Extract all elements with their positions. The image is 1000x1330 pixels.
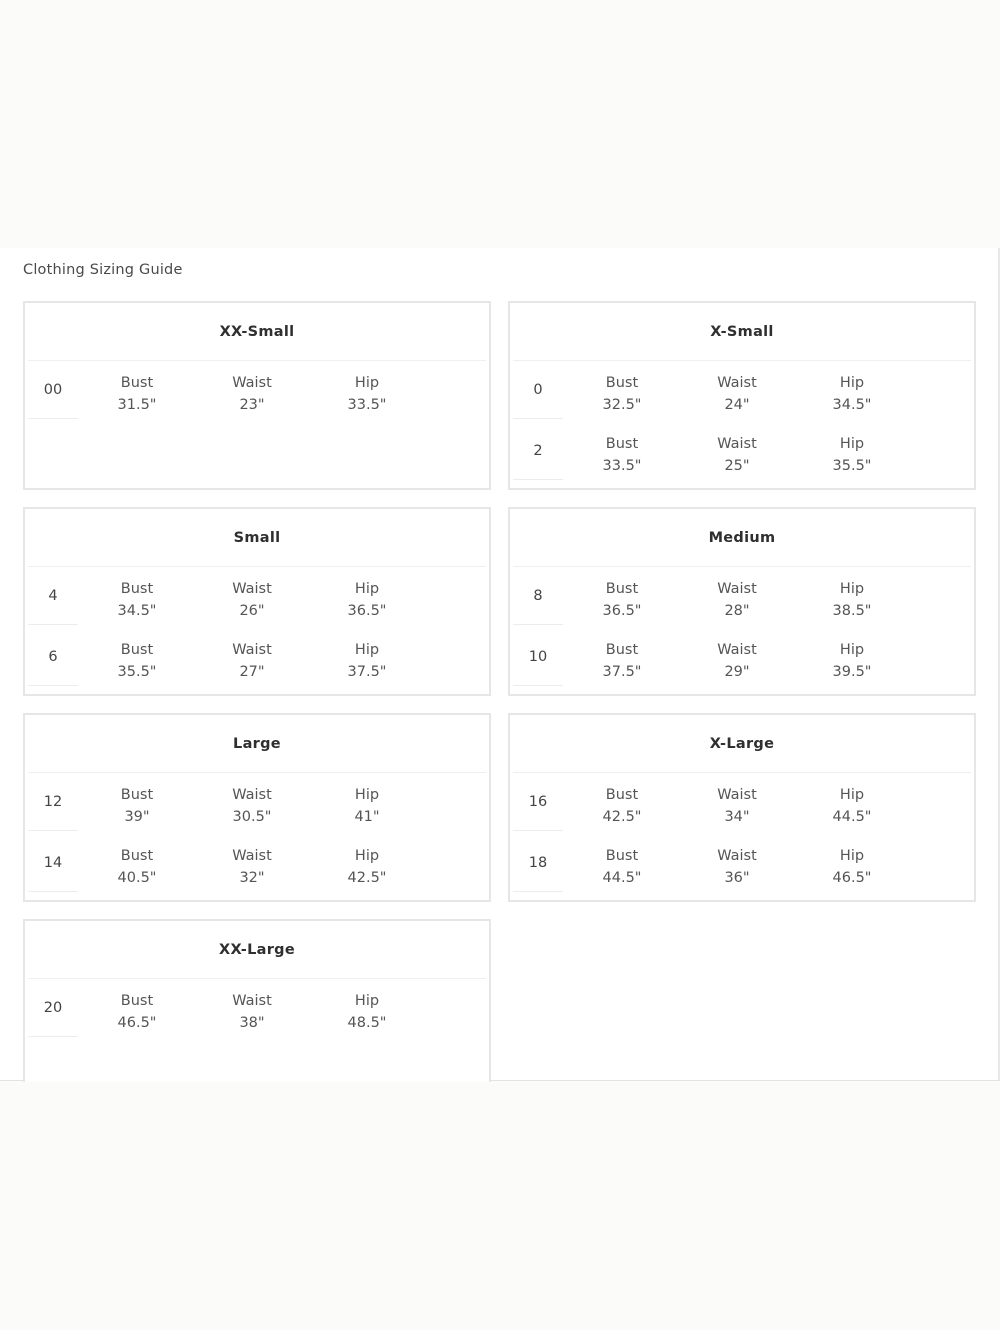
hip-measurement xyxy=(812,372,892,416)
waist-value: 24" xyxy=(724,397,750,413)
waist-label: Waist xyxy=(717,581,757,597)
size-row xyxy=(25,628,489,689)
hip-value: 38.5" xyxy=(832,603,872,619)
waist-measurement xyxy=(697,784,777,828)
bust-label: Bust xyxy=(120,993,154,1009)
hip-measurement xyxy=(812,639,892,683)
bust-label: Bust xyxy=(120,848,154,864)
size-number: 4 xyxy=(28,567,78,625)
size-card-small xyxy=(23,507,491,696)
size-card-xx-small xyxy=(23,301,491,490)
size-row xyxy=(510,361,974,422)
bust-label: Bust xyxy=(120,787,154,803)
hip-value: 35.5" xyxy=(832,458,872,474)
waist-label: Waist xyxy=(232,581,272,597)
waist-value: 34" xyxy=(724,809,750,825)
waist-value: 23" xyxy=(239,397,265,413)
size-card-medium xyxy=(508,507,976,696)
size-card-xx-large xyxy=(23,919,491,1108)
size-row xyxy=(25,361,489,422)
waist-measurement xyxy=(697,578,777,622)
hip-label: Hip xyxy=(354,993,380,1009)
size-row xyxy=(25,979,489,1040)
bust-value: 37.5" xyxy=(602,664,642,680)
waist-label: Waist xyxy=(717,375,757,391)
size-number: 8 xyxy=(513,567,563,625)
hip-measurement xyxy=(812,845,892,889)
size-number: 6 xyxy=(28,628,78,686)
hip-label: Hip xyxy=(839,787,865,803)
waist-label: Waist xyxy=(232,642,272,658)
waist-measurement xyxy=(697,845,777,889)
size-card-large xyxy=(23,713,491,902)
size-number: 20 xyxy=(28,979,78,1037)
size-card-title: Large xyxy=(28,715,486,773)
bust-measurement xyxy=(582,578,662,622)
bust-label: Bust xyxy=(120,642,154,658)
hip-label: Hip xyxy=(839,375,865,391)
size-number: 12 xyxy=(28,773,78,831)
size-number: 0 xyxy=(513,361,563,419)
bust-value: 35.5" xyxy=(117,664,157,680)
hip-value: 42.5" xyxy=(347,870,387,886)
size-card-title: X-Small xyxy=(513,303,971,361)
waist-value: 29" xyxy=(724,664,750,680)
waist-value: 32" xyxy=(239,870,265,886)
waist-measurement xyxy=(212,784,292,828)
bust-label: Bust xyxy=(120,581,154,597)
hip-measurement xyxy=(812,784,892,828)
bust-value: 34.5" xyxy=(117,603,157,619)
waist-measurement xyxy=(697,372,777,416)
bust-label: Bust xyxy=(605,642,639,658)
waist-value: 27" xyxy=(239,664,265,680)
hip-label: Hip xyxy=(839,581,865,597)
background-top xyxy=(0,0,1000,248)
size-row xyxy=(510,567,974,628)
bust-label: Bust xyxy=(605,581,639,597)
size-card-grid xyxy=(23,301,975,1108)
size-row xyxy=(510,628,974,689)
hip-value: 37.5" xyxy=(347,664,387,680)
size-card-title: X-Large xyxy=(513,715,971,773)
size-row xyxy=(510,834,974,895)
size-row xyxy=(25,567,489,628)
waist-measurement xyxy=(212,639,292,683)
bust-measurement xyxy=(582,845,662,889)
bust-value: 36.5" xyxy=(602,603,642,619)
waist-value: 38" xyxy=(239,1015,265,1031)
hip-measurement xyxy=(327,845,407,889)
waist-value: 30.5" xyxy=(232,809,272,825)
background-bottom xyxy=(0,1082,1000,1330)
bust-value: 42.5" xyxy=(602,809,642,825)
hip-label: Hip xyxy=(839,642,865,658)
size-card-title: XX-Small xyxy=(28,303,486,361)
size-row xyxy=(510,773,974,834)
hip-label: Hip xyxy=(354,848,380,864)
bust-value: 46.5" xyxy=(117,1015,157,1031)
waist-label: Waist xyxy=(232,848,272,864)
hip-label: Hip xyxy=(354,581,380,597)
hip-value: 46.5" xyxy=(832,870,872,886)
waist-measurement xyxy=(212,990,292,1034)
bust-value: 33.5" xyxy=(602,458,642,474)
size-number: 00 xyxy=(28,361,78,419)
bust-label: Bust xyxy=(605,436,639,452)
hip-value: 48.5" xyxy=(347,1015,387,1031)
waist-label: Waist xyxy=(232,375,272,391)
size-row xyxy=(25,834,489,895)
bust-value: 44.5" xyxy=(602,870,642,886)
size-card-title: Small xyxy=(28,509,486,567)
waist-value: 26" xyxy=(239,603,265,619)
hip-label: Hip xyxy=(839,848,865,864)
hip-value: 34.5" xyxy=(832,397,872,413)
waist-value: 36" xyxy=(724,870,750,886)
bust-measurement xyxy=(97,784,177,828)
size-number: 18 xyxy=(513,834,563,892)
size-row xyxy=(510,422,974,483)
waist-measurement xyxy=(212,845,292,889)
waist-label: Waist xyxy=(717,787,757,803)
guide-title: Clothing Sizing Guide xyxy=(23,262,183,278)
waist-label: Waist xyxy=(232,787,272,803)
waist-label: Waist xyxy=(717,436,757,452)
waist-measurement xyxy=(697,433,777,477)
bust-label: Bust xyxy=(605,787,639,803)
waist-value: 28" xyxy=(724,603,750,619)
sizing-guide-panel xyxy=(0,248,1000,1081)
bust-measurement xyxy=(97,578,177,622)
hip-measurement xyxy=(327,372,407,416)
bust-value: 31.5" xyxy=(117,397,157,413)
hip-value: 36.5" xyxy=(347,603,387,619)
waist-measurement xyxy=(212,372,292,416)
size-number: 14 xyxy=(28,834,78,892)
bust-measurement xyxy=(582,784,662,828)
bust-label: Bust xyxy=(120,375,154,391)
bust-measurement xyxy=(582,372,662,416)
waist-value: 25" xyxy=(724,458,750,474)
waist-label: Waist xyxy=(717,642,757,658)
hip-label: Hip xyxy=(354,375,380,391)
size-row xyxy=(25,773,489,834)
bust-value: 32.5" xyxy=(602,397,642,413)
bust-measurement xyxy=(97,990,177,1034)
hip-measurement xyxy=(812,578,892,622)
bust-value: 40.5" xyxy=(117,870,157,886)
hip-value: 39.5" xyxy=(832,664,872,680)
hip-value: 44.5" xyxy=(832,809,872,825)
size-card-title: XX-Large xyxy=(28,921,486,979)
bust-measurement xyxy=(97,639,177,683)
size-card-x-large xyxy=(508,713,976,902)
hip-measurement xyxy=(327,990,407,1034)
waist-measurement xyxy=(212,578,292,622)
size-number: 2 xyxy=(513,422,563,480)
hip-label: Hip xyxy=(354,642,380,658)
hip-measurement xyxy=(327,578,407,622)
waist-measurement xyxy=(697,639,777,683)
hip-measurement xyxy=(812,433,892,477)
bust-label: Bust xyxy=(605,375,639,391)
bust-measurement xyxy=(97,845,177,889)
hip-measurement xyxy=(327,639,407,683)
waist-label: Waist xyxy=(717,848,757,864)
bust-measurement xyxy=(582,433,662,477)
size-number: 10 xyxy=(513,628,563,686)
bust-value: 39" xyxy=(124,809,150,825)
hip-value: 41" xyxy=(354,809,380,825)
hip-label: Hip xyxy=(354,787,380,803)
bust-measurement xyxy=(97,372,177,416)
hip-value: 33.5" xyxy=(347,397,387,413)
waist-label: Waist xyxy=(232,993,272,1009)
hip-label: Hip xyxy=(839,436,865,452)
size-card-title: Medium xyxy=(513,509,971,567)
hip-measurement xyxy=(327,784,407,828)
size-number: 16 xyxy=(513,773,563,831)
size-card-x-small xyxy=(508,301,976,490)
bust-label: Bust xyxy=(605,848,639,864)
bust-measurement xyxy=(582,639,662,683)
